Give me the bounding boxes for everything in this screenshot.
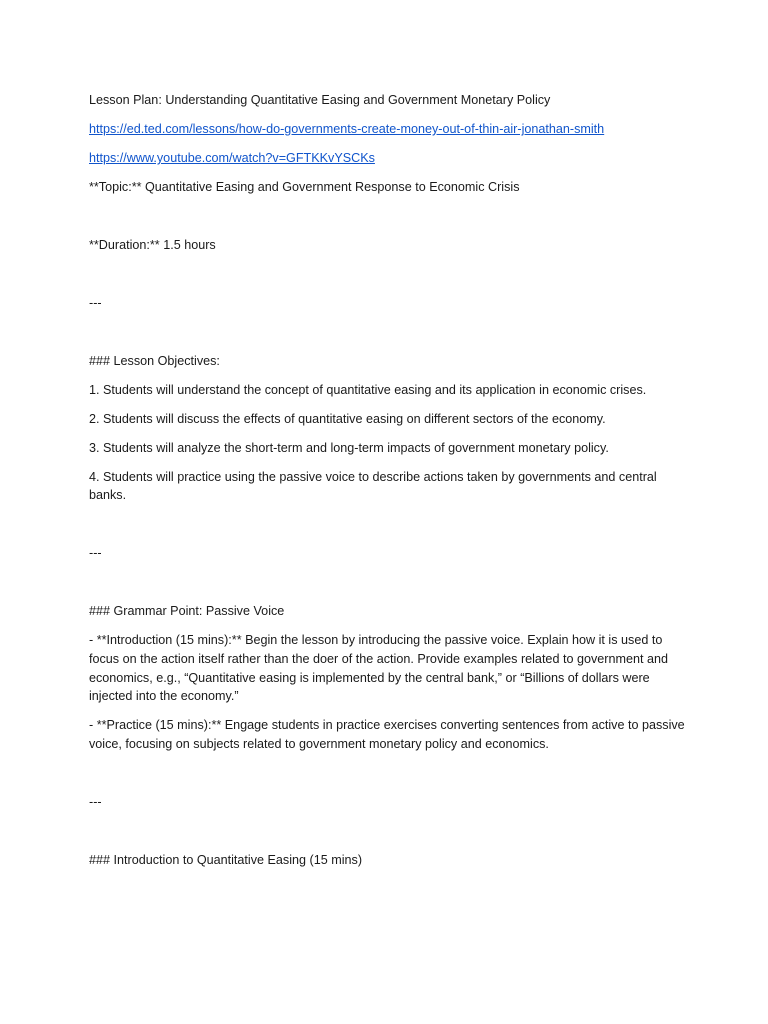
divider-line: --- <box>89 794 102 809</box>
empty-line <box>89 515 689 534</box>
ted-lesson-link[interactable]: https://ed.ted.com/lessons/how-do-governments-create-money-out-of-thin-air-jonathan-smith <box>89 121 605 136</box>
document-body <box>89 91 689 880</box>
empty-line <box>89 265 689 284</box>
objective-item: 2. Students will discuss the effects of quantitative easing on different sectors of the economy. <box>89 411 606 426</box>
divider-line: --- <box>89 546 102 561</box>
objective-item: 3. Students will analyze the short-term and long-term impacts of government monetary policy. <box>89 440 609 455</box>
grammar-heading: ### Grammar Point: Passive Voice <box>89 604 285 619</box>
objective-item: 1. Students will understand the concept of quantitative easing and its application in economic crises. <box>89 382 647 397</box>
grammar-item: - **Introduction (15 mins):** Begin the lesson by introducing the passive voice. Explain how it is used to focus on the action itself rather than the doer of the action. Provide examples related to government and economics, e.g., “Quantitative easing is implemented by the central bank,” or “Billions of dollars were injected into the economy.” <box>89 633 668 704</box>
intro-qe-heading: ### Introduction to Quantitative Easing (15 mins) <box>89 852 363 867</box>
document-title: Lesson Plan: Understanding Quantitative Easing and Government Monetary Policy <box>89 93 551 107</box>
empty-line <box>89 573 689 592</box>
empty-line <box>89 822 689 841</box>
divider-line: --- <box>89 295 102 310</box>
empty-line <box>89 764 689 783</box>
ted-lesson-link-paragraph <box>89 120 689 139</box>
empty-line <box>89 323 689 342</box>
duration-line: **Duration:** 1.5 hours <box>89 237 216 252</box>
objective-item: 4. Students will practice using the passive voice to describe actions taken by governments and central banks. <box>89 469 657 503</box>
empty-line <box>89 207 689 226</box>
grammar-item: - **Practice (15 mins):** Engage students in practice exercises converting sentences from active to passive voice, focusing on subjects related to government monetary policy and economics. <box>89 718 685 751</box>
youtube-link-paragraph <box>89 149 689 168</box>
youtube-link[interactable]: https://www.youtube.com/watch?v=GFTKKvYSCKs <box>89 150 375 165</box>
topic-line: **Topic:** Quantitative Easing and Government Response to Economic Crisis <box>89 179 520 194</box>
objectives-heading: ### Lesson Objectives: <box>89 353 220 368</box>
